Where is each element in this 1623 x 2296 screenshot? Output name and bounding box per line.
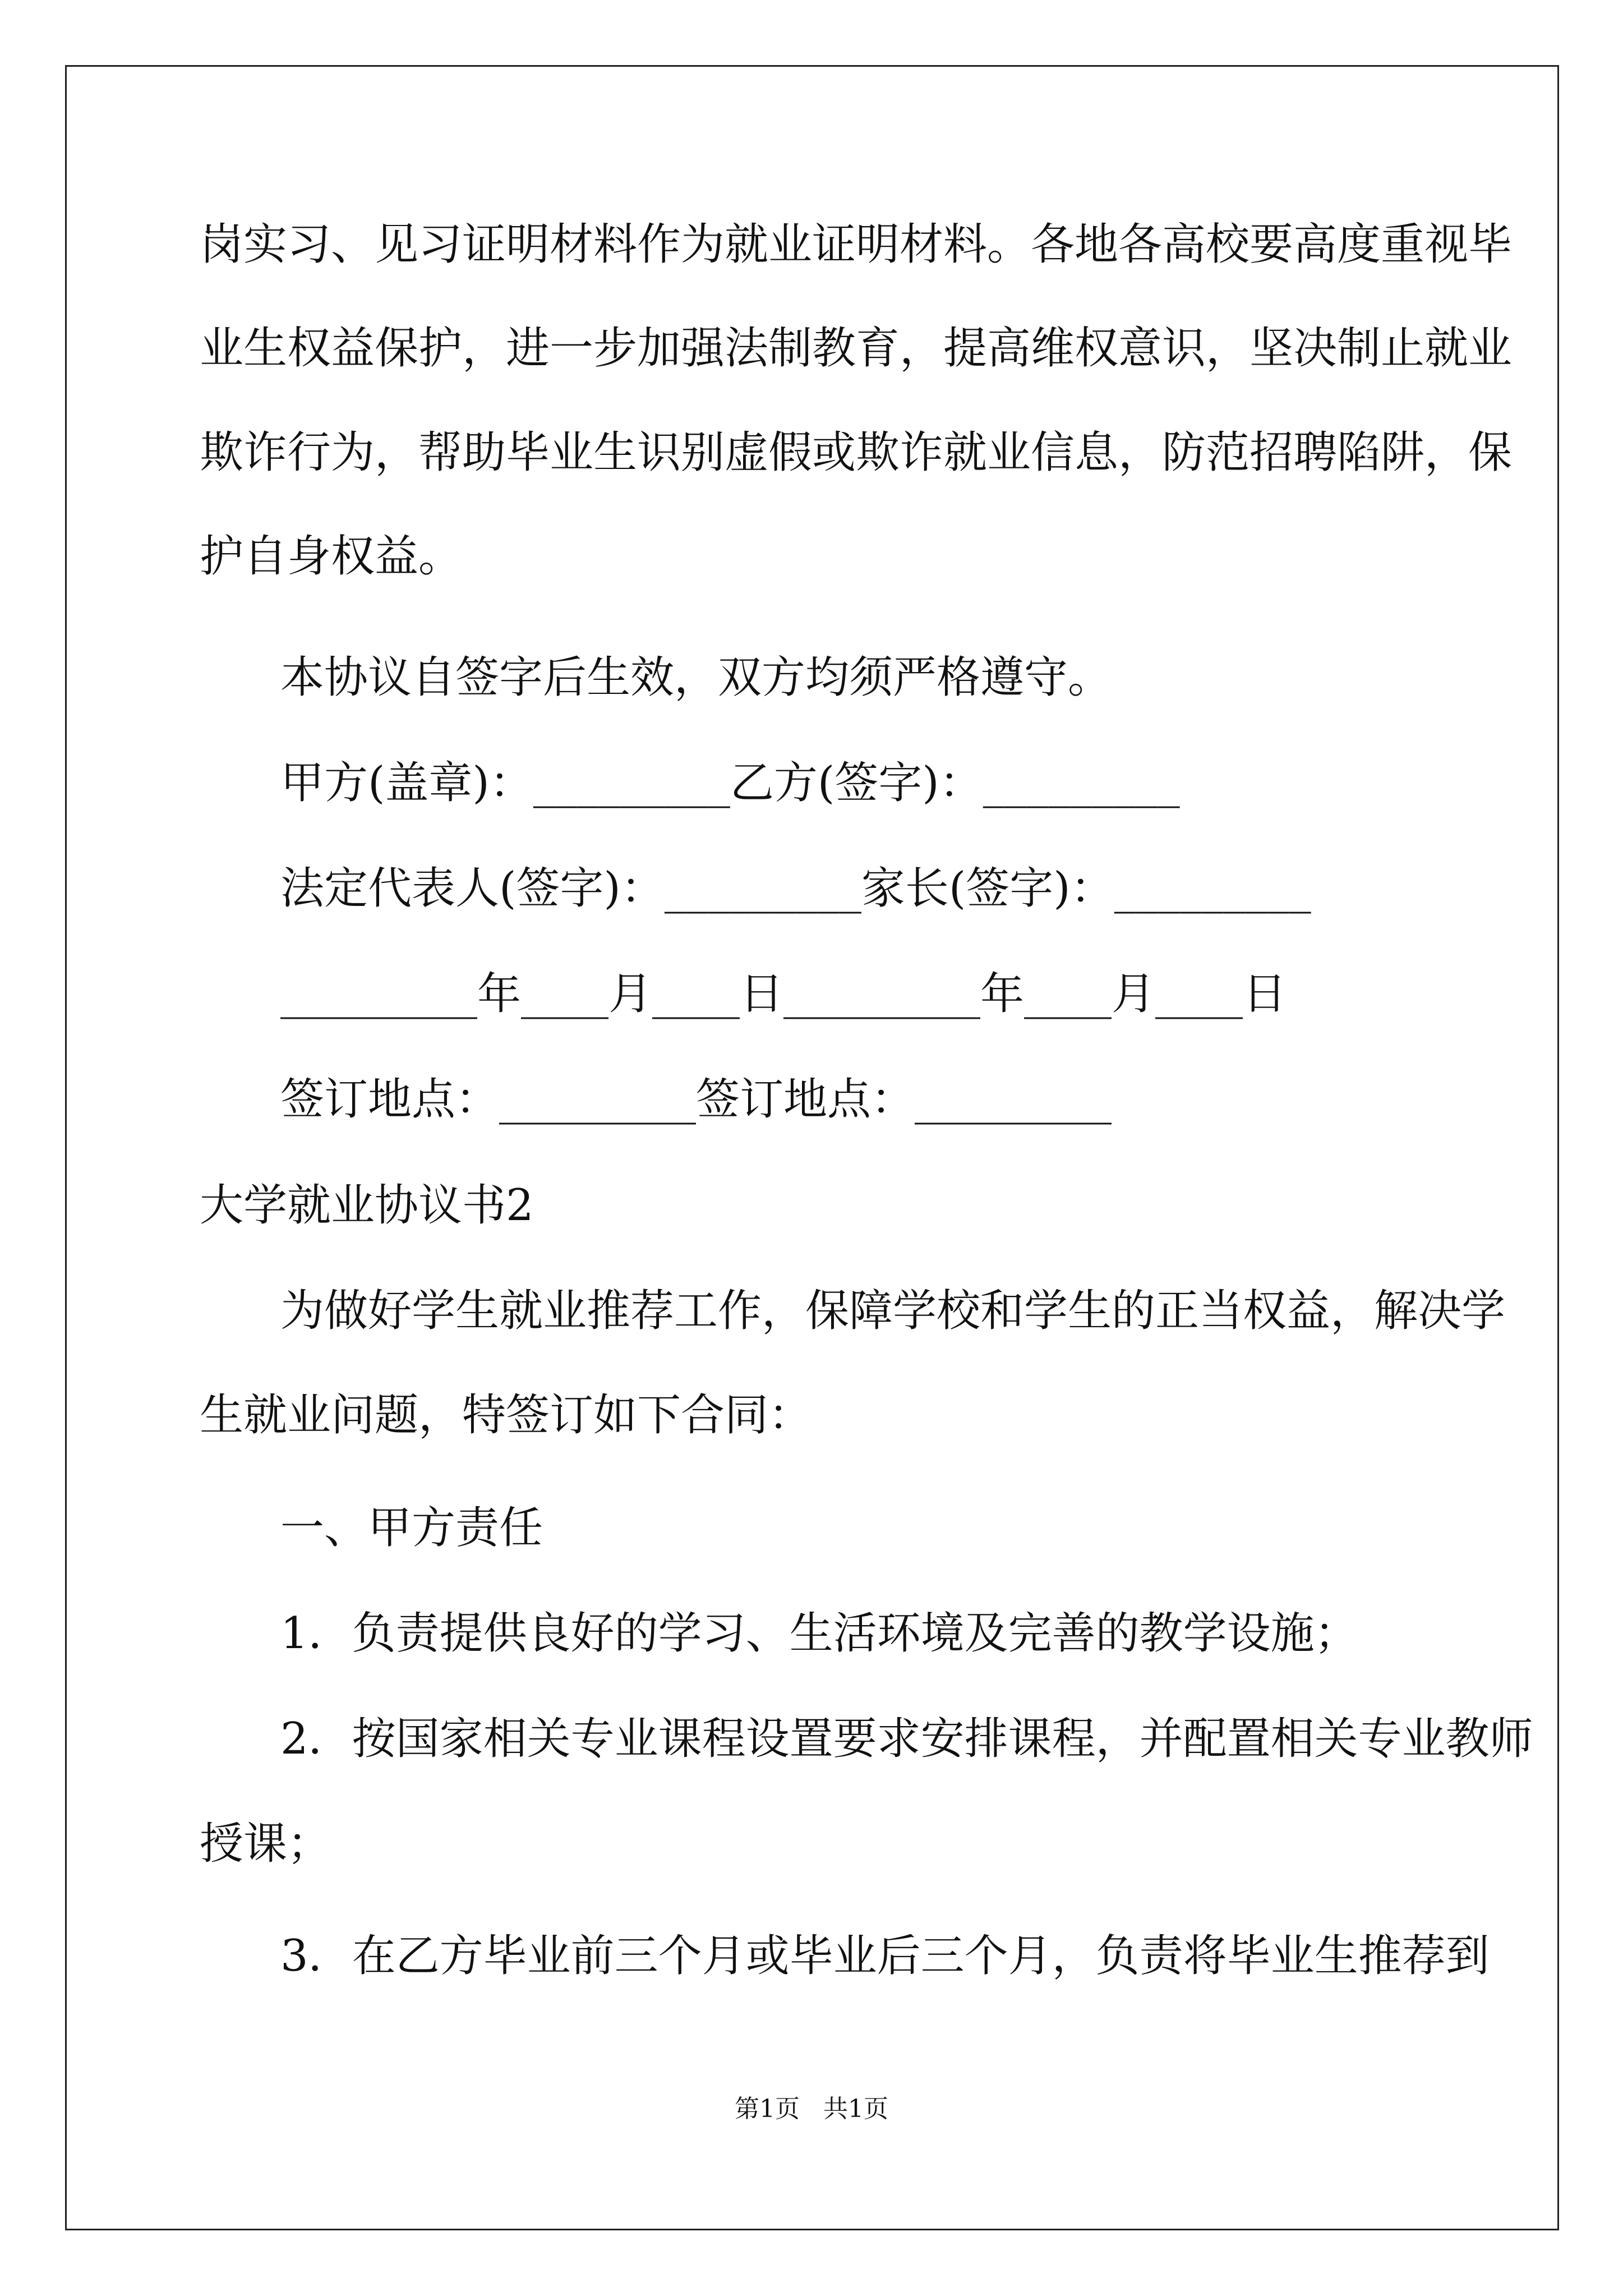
body-line: 生就业问题，特签订如下合同：	[200, 1390, 813, 1441]
body-line: 欺诈行为，帮助毕业生识别虚假或欺诈就业信息，防范招聘陷阱，保	[200, 427, 1513, 478]
page-border	[65, 65, 1559, 2230]
section-title: 大学就业协议书2	[200, 1180, 534, 1231]
list-item: 2．按国家相关专业课程设置要求安排课程，并配置相关专业教师	[280, 1714, 1533, 1764]
body-line: 业生权益保护，进一步加强法制教育，提高维权意识，坚决制止就业	[200, 323, 1513, 374]
subsection-heading: 一、甲方责任	[280, 1503, 543, 1553]
body-line: 护自身权益。	[200, 531, 463, 582]
body-line: 岗实习、见习证明材料作为就业证明材料。各地各高校要高度重视毕	[200, 219, 1513, 270]
date-line: _________年____月____日_________年____月____日	[280, 969, 1287, 1019]
signature-line-representative: 法定代表人(签字)：_________家长(签字)：_________	[280, 863, 1311, 914]
list-item: 3．在乙方毕业前三个月或毕业后三个月，负责将毕业生推荐到	[280, 1931, 1490, 1981]
body-line: 为做好学生就业推荐工作，保障学校和学生的正当权益，解决学	[280, 1286, 1506, 1336]
signing-location-line: 签订地点：_________签订地点：_________	[280, 1074, 1112, 1125]
page-footer: 第1页 共1页	[735, 2095, 888, 2123]
list-item-continuation: 授课；	[200, 1819, 331, 1869]
body-line: 本协议自签字后生效，双方均须严格遵守。	[280, 652, 1112, 703]
list-item: 1．负责提供良好的学习、生活环境及完善的教学设施；	[280, 1608, 1358, 1659]
signature-line-party: 甲方(盖章)：_________乙方(签字)：_________	[280, 758, 1180, 808]
